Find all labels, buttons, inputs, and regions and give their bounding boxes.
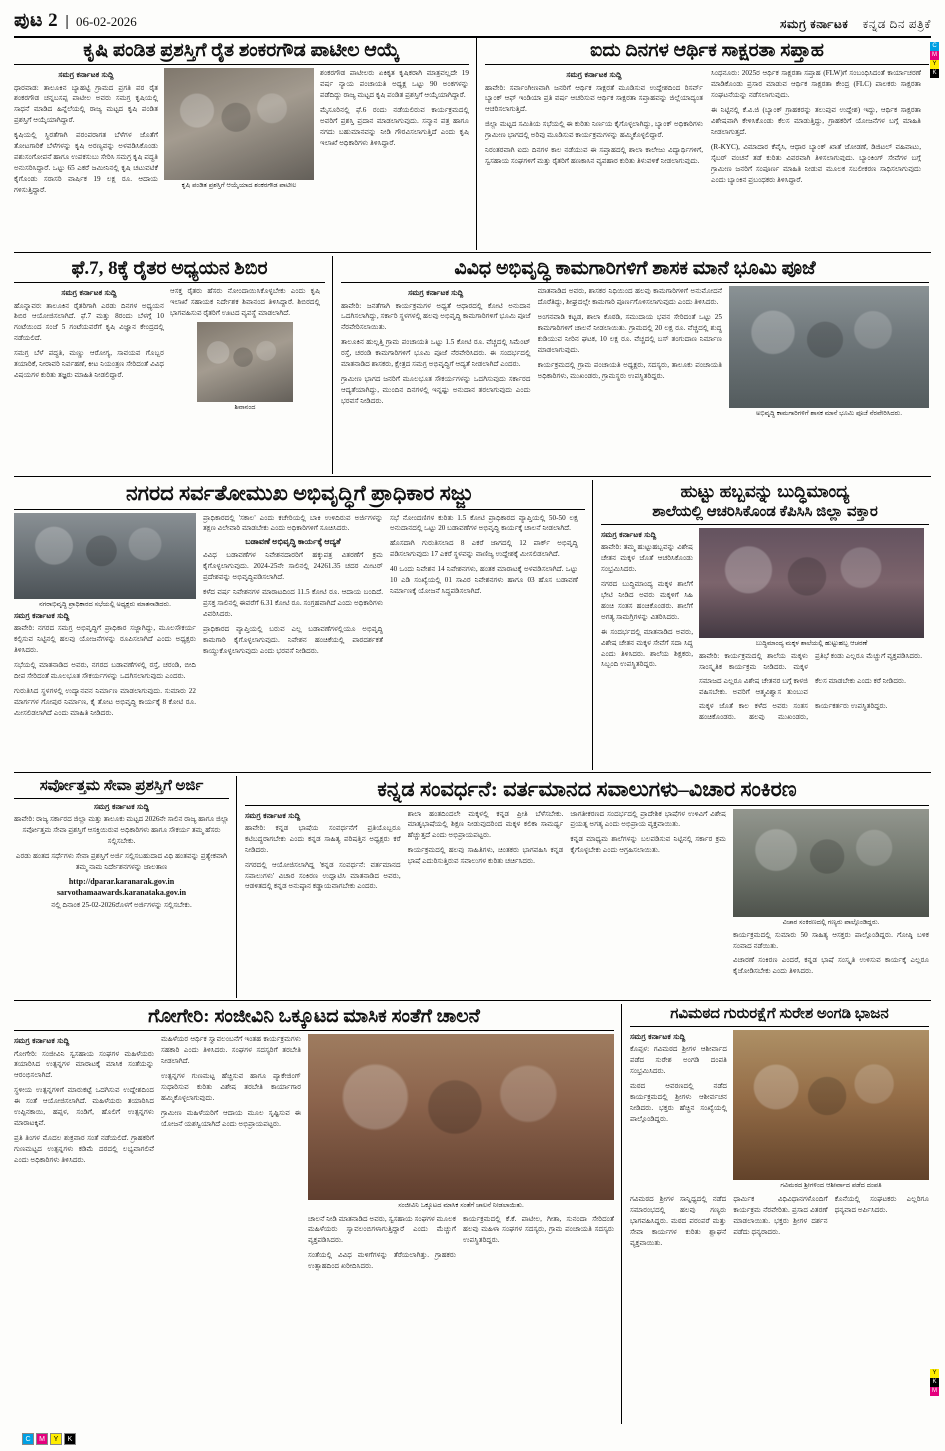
article-paragraph: ಮೈಸೂರಿನಲ್ಲಿ ಫೆ.6 ರಂದು ನಡೆಯಲಿರುವ ಕಾರ್ಯಕ್ರಮದಲ್ಲಿ ಅವರಿಗೆ ಪ್ರಶಸ್ತಿ ಪ್ರದಾನ ಮಾಡಲಾಗುವುದು. ಸನ್ಮಾನ ಪತ್ರ ಹಾಗೂ ನಗದು ಬಹುಮಾನವನ್ನು ನೀಡಿ ಗೌರವಿಸಲಾಗುತ್ತಿದೆ ಎಂದು ಕೃಷಿ ಇಲಾಖೆ ಅಧಿಕಾರಿಗಳು ತಿಳಿಸಿದ್ದಾರೆ. — [320, 106, 469, 147]
article-paragraph: ಹೊನ್ನಾವರ: ತಾಲೂಕಿನ ರೈತರಿಗಾಗಿ ಎರಡು ದಿನಗಳ ಅಧ್ಯಯನ ಶಿಬಿರ ಆಯೋಜಿಸಲಾಗಿದೆ. ಫೆ.7 ಮತ್ತು 8ರಂದು ಬೆಳಗ್ಗೆ 10 ಗಂಟೆಯಿಂದ ಸಂಜೆ 5 ಗಂಟೆಯವರೆಗೆ ಕೃಷಿ ವಿಜ್ಞಾನ ಕೇಂದ್ರದಲ್ಲಿ ನಡೆಯಲಿದೆ. — [14, 301, 164, 343]
photo-caption: ಶಿವಾನಂದ — [234, 404, 256, 412]
article-paragraph: ಕೃಷಿಯಲ್ಲಿ ಸ್ಥಿರತೆಗಾಗಿ ಪರಂಪರಾಗತ ಬೆಳೆಗಳ ಜೊತೆಗೆ ತೋಟಗಾರಿಕೆ ಬೆಳೆಗಳನ್ನು ಕೃಷಿ ಅರಣ್ಯವನ್ನು ಅಳವಡಿಸಿಕೊಂಡು ಪಶುಸಂಗೋಪನೆ ಹಾಗೂ ಉಪಕಸುಬು ಸೇರಿಸಿ ಸಮಗ್ರ ಕೃಷಿ ಪದ್ಧತಿ ಅನುಸರಿಸಿದ್ದಾರೆ. ಒಟ್ಟು 65 ಎಕರೆ ಜಮೀನಿನಲ್ಲಿ ಕೃಷಿ ಚಟುವಟಿಕೆ ಕೈಗೊಂಡು ಸರಾಸರಿ ವಾರ್ಷಿಕ 19 ಲಕ್ಷ ರೂ. ಆದಾಯ ಗಳಿಸುತ್ತಿದ್ದಾರೆ. — [14, 131, 159, 194]
article-paragraph: ಪ್ರಾಧಿಕಾರದಲ್ಲಿ 'ಸಕಾಲ' ಎಂದು ಕಚೇರಿಯಲ್ಲಿ ಬಾಕಿ ಉಳಿದಿರುವ ಅರ್ಜಿಗಳನ್ನು ತಕ್ಷಣ ವಿಲೇವಾರಿ ಮಾಡಬೇಕು ಎಂದು ಅಧಿಕಾರಿಗಳಿಗೆ ಸೂಚಿಸಿದರು. — [203, 513, 383, 533]
article-paragraph: ಸಿಂಧನೂರು: 2025ರ ಆರ್ಥಿಕ ಸಾಕ್ಷರತಾ ಸಪ್ತಾಹ (FLW)ಗೆ ಸಂಬಂಧಿಸಿದಂತೆ ಕಾರ್ಯಾಚರಣೆ ಮಾಡಿಕೊಂಡು ಪ್ರಸಾರ ಮಾಡುವ ಆರ್ಥಿಕ ಸಾಕ್ಷರತಾ ಕೇಂದ್ರ (FLC) ಪಾಲಕರು ಸಾಕ್ಷರತಾ ಸಂಘಟನೆಯನ್ನು ನಡೆಸಲಾಗುವುದು. — [711, 69, 921, 100]
article-sanjeevini-santhe — [14, 1004, 621, 1424]
article-paragraph: ಎರಡು ಹಂತದ ಸರ್ಧೆಗಳು ಸೇವಾ ಪ್ರಶಸ್ತಿಗೆ ಅರ್ಜಿ ಸಲ್ಲಿಸಬಹುದಾದ ವಿಧಿ ಹಂತವನ್ನು ಪ್ರತ್ಯೇಕವಾಗಿ ತಮ್ಮ ನಾಮ ನಿರ್ದೇಶನಗಳನ್ನು ಜಾಲತಾಣ — [15, 851, 228, 871]
photo-caption: ಕೃಷಿ ಪಂಡಿತ ಪ್ರಶಸ್ತಿಗೆ ಆಯ್ಕೆಯಾದ ಶಂಕರಗೌಡ ಪಾಟೀಲ — [181, 182, 297, 190]
article-photo — [699, 528, 924, 638]
article-paragraph: 40 ಒಂದು ನಿವೇಶನ 14 ನಿವೇಶನಗಳು, ಹಂತಕ ಮಾರಾಟಕ್ಕೆ ಅಳವಡಿಸಲಾಗಿದೆ. ಒಟ್ಟು 10 ಎಡಿ ಸಂಖ್ಯೆಯಲ್ಲಿ 01 ಸಾವಿರ ನಿವೇಶನಗಳು ಹಾಗೂ 03 ಹೊಸ ಬಡಾವಣೆ ನಿರ್ಮಾಣಕ್ಕೆ ಯೋಜನೆ ಸಿದ್ಧಪಡಿಸಲಾಗಿದೆ. — [390, 565, 578, 596]
article-paragraph: ಜಿಲ್ಲಾ ಮಟ್ಟದ ಸಮಿತಿಯ ಸಭೆಯಲ್ಲಿ ಈ ಕುರಿತು ನಿರ್ಣಯ ಕೈಗೊಳ್ಳಲಾಗಿದ್ದು, ಬ್ಯಾಂಕ್ ಅಧಿಕಾರಿಗಳು ಗ್ರಾಮೀಣ ಭಾಗದಲ್ಲಿ ಅರಿವು ಮೂಡಿಸುವ ಕಾರ್ಯಕ್ರಮಗಳನ್ನು ಹಮ್ಮಿಕೊಳ್ಳಲಿದ್ದಾರೆ. — [485, 120, 703, 140]
article-headline: ಐದು ದಿನಗಳ ಆರ್ಥಿಕ ಸಾಕ್ಷರತಾ ಸಪ್ತಾಹ — [590, 40, 824, 61]
article-photo — [14, 513, 196, 599]
color-bar-y: Y — [50, 1433, 62, 1445]
article-paragraph: ಮಠದ ಆವರಣದಲ್ಲಿ ನಡೆದ ಕಾರ್ಯಕ್ರಮದಲ್ಲಿ ಶ್ರೀಗಳು ಆಶೀರ್ವಚನ ನೀಡಿದರು. ಭಕ್ತರು ಹೆಚ್ಚಿನ ಸಂಖ್ಯೆಯಲ್ಲಿ ಪಾಲ್ಗೊಂಡಿದ್ದರು. — [630, 1081, 727, 1123]
color-bar-m: M — [932, 52, 937, 58]
article-sarvottama-seva — [14, 776, 236, 998]
footer-color-marks — [22, 1433, 76, 1445]
article-paragraph: ಹಾವೇರಿ: ಕನ್ನಡ ಭಾಷೆಯ ಸಂವರ್ಧನೆಗೆ ಪ್ರತಿಯೊಬ್ಬರೂ ಕಟಿಬದ್ಧರಾಗಬೇಕು ಎಂದು ಕನ್ನಡ ಸಾಹಿತ್ಯ ಪರಿಷತ್ತಿನ ಅಧ್ಯಕ್ಷರು ಕರೆ ನೀಡಿದರು. — [245, 823, 401, 854]
article-paragraph: ಗ್ರಾಮೀಣ ಮಹಿಳೆಯರಿಗೆ ಆದಾಯ ಮೂಲ ಸೃಷ್ಟಿಸುವ ಈ ಯೋಜನೆ ಯಶಸ್ವಿಯಾಗಿದೆ ಎಂದು ಅಭಿಪ್ರಾಯಪಟ್ಟರು. — [161, 1108, 301, 1128]
byline: ಸಮಗ್ರ ಕರ್ನಾಟಕ ಸುದ್ದಿ — [630, 1031, 686, 1041]
article-paragraph: ಶಾಲಾ ಹಂತದಿಂದಲೇ ಮಕ್ಕಳಲ್ಲಿ ಕನ್ನಡ ಪ್ರೀತಿ ಬೆಳೆಸಬೇಕು. ಮಾತೃಭಾಷೆಯಲ್ಲಿ ಶಿಕ್ಷಣ ನೀಡುವುದರಿಂದ ಮಕ್ಕಳ ಕಲಿಕಾ ಸಾಮರ್ಥ್ಯ ಹೆಚ್ಚುತ್ತದೆ ಎಂದು ಅಭಿಪ್ರಾಯಪಟ್ಟರು. — [407, 809, 564, 840]
masthead-right — [780, 17, 931, 32]
color-bar-c: C — [22, 1433, 34, 1445]
byline: ಸಮಗ್ರ ಕರ್ನಾಟಕ ಸುದ್ದಿ — [408, 288, 464, 298]
article-headline: ಗೋಗೇರಿ: ಸಂಜೀವಿನಿ ಒಕ್ಕೂಟದ ಮಾಸಿಕ ಸಂತೆಗೆ ಚಾಲನೆ — [148, 1006, 480, 1027]
article-nagarada-pradhikara — [14, 480, 592, 770]
article-paragraph: ಮಾತನಾಡಿದ ಅವರು, ಶಾಸಕರ ನಿಧಿಯಿಂದ ಹಲವು ಕಾಮಗಾರಿಗಳಿಗೆ ಅನುಮೋದನೆ ದೊರೆತಿದ್ದು, ಶೀಘ್ರದಲ್ಲೇ ಕಾಮಗಾರಿ ಪೂರ್ಣಗೊಳಿಸಲಾಗುವುದು ಎಂದು ತಿಳಿಸಿದರು. — [537, 287, 722, 307]
article-paragraph: ವಿಚಾರಣೆ ಸಂಕಿರಣ ಎಂದರೆ, ಕನ್ನಡ ಭಾಷೆ ಸಂಸ್ಕೃತಿ ಉಳಿಸುವ ಕಾರ್ಯಕ್ಕೆ ಎಲ್ಲರೂ ಕೈಜೋಡಿಸಬೇಕು ಎಂದು ತಿಳಿಸಿದರು. — [733, 955, 930, 975]
color-bar-k: K — [930, 69, 939, 78]
row-four — [14, 776, 931, 998]
article-paragraph: ಹೊಸದಾಗಿ ಗುರುತಿಸಲಾದ 8 ಎಕರೆ ಜಾಗದಲ್ಲಿ 12 ಪಾರ್ಕ್ ಅಭಿವೃದ್ಧಿ ಪಡಿಸಲಾಗುವುದು 17 ಎಕರೆ ಸ್ಥಳವನ್ನು ವಾಣಿಜ್ಯ ಉದ್ದೇಶಕ್ಕೆ ಮೀಸಲಿಡಲಾಗಿದೆ. — [390, 539, 578, 559]
row-three — [14, 480, 931, 770]
article-paragraph: ಶಂಕರಗೌಡ ಪಾಟೀಲರು ಏಕಿಕೃತ ಕೃಷಿಕರಾಗಿ ಮಾತ್ರವಲ್ಲದೇ 19 ವರ್ಷ ನ್ಯಾಯ ಪಂಚಾಯತಿ ಅಧ್ಯಕ್ಷ ಒಟ್ಟು 90 ಅಂಕಗಳನ್ನು ಪಡೆದಿದ್ದು ರಾಜ್ಯ ಮಟ್ಟದ ಕೃಷಿ ಪಂಡಿತ ಪ್ರಶಸ್ತಿಗೆ ಆಯ್ಕೆಯಾಗಿದ್ದಾರೆ. — [320, 69, 469, 100]
article-paragraph: ಸಂತೆಯಲ್ಲಿ ವಿವಿಧ ಮಳಿಗೆಗಳನ್ನು ತೆರೆಯಲಾಗಿತ್ತು. ಗ್ರಾಹಕರು ಉತ್ಸಾಹದಿಂದ ಖರೀದಿಸಿದರು. — [308, 1251, 456, 1271]
article-photo — [733, 1030, 929, 1180]
row-lead — [14, 38, 937, 250]
article-paragraph: ಹಾವೇರಿ: ಜನತೆಗಾಗಿ ಕಾರ್ಯಕ್ರಮಗಳ ಅಧ್ಯತೆ ಆಧಾರದಲ್ಲಿ ಕೋಟಿ ಅನುದಾನ ಒದಗಿಸಲಾಗಿದ್ದು, ಸರ್ಕಾರಿ ಸ್ಥಳಗಳಲ್ಲಿ ಹಲವು ಅಭಿವೃದ್ಧಿ ಕಾಮಗಾರಿಗಳಿಗೆ ಭೂಮಿ ಪೂಜೆ ನೆರವೇರಿಸಲಾಯಿತು. — [341, 301, 531, 332]
article-paragraph: (R-KYC), ವಿಮಾದಾರ ಕೆವೈಸಿ, ಆಧಾರ ಬ್ಯಾಂಕ್ ಖಾತೆ ಜೋಡಣೆ, ಡಿಜಿಟಲ್ ವಹಿವಾಟು, ಸೈಬರ್ ವಂಚನೆ ತಡೆ ಕುರಿತು ವಿವರವಾಗಿ ತಿಳಿಸಲಾಗುವುದು. ಬ್ಯಾಂಕಿಂಗ್ ಸೇವೆಗಳ ಬಗ್ಗೆ ಗ್ರಾಮೀಣ ಜನರಿಗೆ ಸಂಪೂರ್ಣ ಮಾಹಿತಿ ನೀಡುವ ಮೂಲಕ ಸಬಲೀಕರಣ ಸಾಧಿಸಲಾಗುವುದು ಎಂದು ಬ್ಯಾಂಕಿನ ಪ್ರಬಂಧಕರು ತಿಳಿಸಿದ್ದಾರೆ. — [711, 142, 921, 184]
article-paragraph: ಮಕ್ಕಳ ಜೊತೆ ಕಾಲ ಕಳೆದ ಅವರು ಸಂತಸ ಹಂಚಿಕೊಂಡರು. ಹಲವು ಮುಖಂಡರು, ಕಾರ್ಯಕರ್ತರು ಉಪಸ್ಥಿತರಿದ್ದರು. — [699, 701, 888, 721]
article-headline: ಫೆ.7, 8ಕ್ಕೆ ರೈತರ ಅಧ್ಯಯನ ಶಿಬಿರ — [71, 258, 268, 279]
photo-caption: ವಿಚಾರ ಸಂಕಿರಣದಲ್ಲಿ ಗಣ್ಯರು ಪಾಲ್ಗೊಂಡಿದ್ದರು. — [782, 918, 880, 926]
article-krishi-pandita — [14, 38, 476, 250]
color-registration-marks-right — [930, 1369, 939, 1396]
article-photo — [197, 322, 293, 402]
color-bar-y: Y — [930, 60, 939, 69]
article-paragraph: ಹಾವೇರಿ: ತಮ್ಮ ಹುಟ್ಟುಹಬ್ಬವನ್ನು ವಿಶೇಷ ಚೇತನ ಮಕ್ಕಳ ಜೊತೆ ಆಚರಿಸಿಕೊಂಡು ಸಂಭ್ರಮಿಸಿದರು. — [601, 543, 693, 573]
article-photo — [729, 286, 929, 408]
byline: ಸಮಗ್ರ ಕರ್ನಾಟಕ ಸುದ್ದಿ — [93, 801, 150, 811]
article-photo — [733, 809, 929, 917]
article-bhoomi-puja — [332, 256, 929, 474]
article-paragraph: ಕೊಪ್ಪಳ: ಗವಿಮಠದ ಶ್ರೀಗಳ ಆಶೀರ್ವಾದ ಪಡೆದ ಸುರೇಶ ಅಂಗಡಿ ದಂಪತಿ ಸಂಭ್ರಮಿಸಿದರು. — [630, 1045, 727, 1075]
article-paragraph: ಧಾರ್ಮಿಕ ವಿಧಿವಿಧಾನಗಳೊಂದಿಗೆ ಕಾರ್ಯಕ್ರಮ ನೆರವೇರಿತು. ಪ್ರಸಾದ ವಿತರಣೆ ಮಾಡಲಾಯಿತು. ಭಕ್ತರು ಶ್ರೀಗಳ ದರ್ಶನ ಪಡೆದು ಧನ್ಯರಾದರು. — [733, 1195, 828, 1236]
article-photo — [308, 1034, 614, 1200]
photo-caption: ಬುದ್ಧಿಮಾಂದ್ಯ ಮಕ್ಕಳ ಶಾಲೆಯಲ್ಲಿ ಹುಟ್ಟುಹಬ್ಬ ಆಚರಣೆ — [755, 639, 868, 647]
article-headline: ಸರ್ವೋತ್ತಮ ಸೇವಾ ಪ್ರಶಸ್ತಿಗೆ ಅರ್ಜಿ — [39, 778, 204, 794]
color-bar-c: C — [930, 42, 939, 51]
color-bar-m: M — [932, 1388, 937, 1394]
article-kpcc-buddhimandya — [592, 480, 929, 770]
article-paragraph: ಅಂಗನವಾಡಿ ಕಟ್ಟಡ, ಶಾಲಾ ಕೊಠಡಿ, ಸಮುದಾಯ ಭವನ ಸೇರಿದಂತೆ ಒಟ್ಟು 25 ಕಾಮಗಾರಿಗಳಿಗೆ ಚಾಲನೆ ನೀಡಲಾಯಿತು. ಗ್ರಾಮದಲ್ಲಿ 20 ಲಕ್ಷ ರೂ. ವೆಚ್ಚದಲ್ಲಿ ಶುದ್ಧ ಕುಡಿಯುವ ನೀರಿನ ಘಟಕ, 10 ಲಕ್ಷ ರೂ. ವೆಚ್ಚದಲ್ಲಿ ಬಸ್ ತಂಗುದಾಣ ನಿರ್ಮಾಣ ಮಾಡಲಾಗುವುದು. — [537, 313, 722, 354]
row-two — [14, 256, 931, 474]
publication-tagline: ಕನ್ನಡ ದಿನ ಪತ್ರಿಕೆ — [862, 17, 931, 31]
article-paragraph: ಹಾವೇರಿ: ನಗರದ ಸಮಗ್ರ ಅಭಿವೃದ್ಧಿಗೆ ಪ್ರಾಧಿಕಾರ ಸಜ್ಜಾಗಿದ್ದು, ಮೂಲಸೌಕರ್ಯ ಕಲ್ಪಿಸುವ ನಿಟ್ಟಿನಲ್ಲಿ ಹಲವು ಯೋಜನೆಗಳನ್ನು ರೂಪಿಸಲಾಗಿದೆ ಎಂದು ಅಧ್ಯಕ್ಷರು ತಿಳಿಸಿದರು. — [14, 624, 196, 654]
article-headline-line2: ಶಾಲೆಯಲ್ಲಿ ಆಚರಿಸಿಕೊಂಡ ಕೆಪಿಸಿಸಿ ಜಿಲ್ಲಾ ವಕ್ತಾರ — [652, 504, 878, 521]
article-paragraph: ನಿರಂತರವಾಗಿ ಐದು ದಿನಗಳ ಕಾಲ ನಡೆಯುವ ಈ ಸಪ್ತಾಹದಲ್ಲಿ ಶಾಲಾ ಕಾಲೇಜು ವಿದ್ಯಾರ್ಥಿಗಳಿಗೆ, ಸ್ವಸಹಾಯ ಸಂಘಗಳಿಗೆ ಮತ್ತು ರೈತರಿಗೆ ಹಣಕಾಸಿನ ವ್ಯವಹಾರ ಕುರಿತು ತಿಳುವಳಿಕೆ ನೀಡಲಾಗುವುದು. — [485, 146, 703, 166]
article-financial-literacy — [476, 38, 937, 250]
article-paragraph: ಕಾರ್ಯಕ್ರಮದಲ್ಲಿ ಸುಮಾರು 50 ಸಾಹಿತ್ಯ ಆಸಕ್ತರು ಪಾಲ್ಗೊಂಡಿದ್ದರು. ಗೋಷ್ಠಿ ಬಳಿಕ ಸಂವಾದ ನಡೆಯಿತು. — [733, 930, 930, 950]
row-five — [14, 1004, 937, 1424]
article-paragraph: ಸಭೆಯಲ್ಲಿ ಮಾತನಾಡಿದ ಅವರು, ನಗರದ ಬಡಾವಣೆಗಳಲ್ಲಿ ರಸ್ತೆ, ಚರಂಡಿ, ಬೀದಿ ದೀಪ ಸೇರಿದಂತೆ ಮೂಲಭೂತ ಸೌಕರ್ಯಗಳನ್ನು ಒದಗಿಸಲಾಗುವುದು ಎಂದರು. — [14, 660, 196, 680]
article-paragraph: ಧಾರವಾಡ: ತಾಲೂಕಿನ ಬ್ಯಾಹಟ್ಟಿ ಗ್ರಾಮದ ಪ್ರಗತಿ ಪರ ರೈತ ಶಂಕರಗೌಡ ಚನ್ನಬಸಪ್ಪ ಪಾಟೀಲ ಅವರು ಸಮಗ್ರ ಕೃಷಿಯಲ್ಲಿ ಸಾಧನೆ ಮಾಡಿದ ಹಿನ್ನೆಲೆಯಲ್ಲಿ ರಾಜ್ಯ ಮಟ್ಟದ ಕೃಷಿ ಪಂಡಿತ ಪ್ರಶಸ್ತಿಗೆ ಆಯ್ಕೆಯಾಗಿದ್ದಾರೆ. — [14, 83, 159, 125]
byline: ಸಮಗ್ರ ಕರ್ನಾಟಕ ಸುದ್ದಿ — [14, 610, 70, 620]
article-paragraph: ಜಾಗತೀಕರಣದ ಸಂದರ್ಭದಲ್ಲಿ ಪ್ರಾದೇಶಿಕ ಭಾಷೆಗಳ ಉಳಿವಿಗೆ ವಿಶೇಷ ಪ್ರಯತ್ನ ಅಗತ್ಯ ಎಂದು ಅಭಿಪ್ರಾಯ ವ್ಯಕ್ತವಾಯಿತು. — [570, 809, 727, 829]
article-paragraph: ಸ್ಥಳೀಯ ಉತ್ಪನ್ನಗಳಿಗೆ ಮಾರುಕಟ್ಟೆ ಒದಗಿಸುವ ಉದ್ದೇಶದಿಂದ ಈ ಸಂತೆ ಆಯೋಜಿಸಲಾಗಿದೆ. ಮಹಿಳೆಯರು ತಯಾರಿಸಿದ ಉಪ್ಪಿನಕಾಯಿ, ಹಪ್ಪಳ, ಸಂಡಿಗೆ, ಹೊಲಿಗೆ ಉತ್ಪನ್ನಗಳು ಮಾರಾಟಕ್ಕಿವೆ. — [14, 1086, 154, 1128]
article-paragraph: ಮಹಿಳೆಯರ ಆರ್ಥಿಕ ಸ್ವಾವಲಂಬನೆಗೆ ಇಂತಹ ಕಾರ್ಯಕ್ರಮಗಳು ಸಹಕಾರಿ ಎಂದು ತಿಳಿಸಿದರು. ಸಂಘಗಳ ಸದಸ್ಯರಿಗೆ ತರಬೇತಿ ನೀಡಲಾಗಿದೆ. — [161, 1035, 301, 1066]
article-subhead: ಬಡಾವಣೆ ಅಭಿವೃದ್ಧಿ ಕಾರ್ಯಕ್ಕೆ ಆದ್ಯತೆ — [245, 537, 341, 547]
article-kannada-samvardhane — [236, 776, 929, 998]
article-paragraph: ಆಸಕ್ತ ರೈತರು ಹೆಸರು ನೋಂದಾಯಿಸಿಕೊಳ್ಳಬೇಕು ಎಂದು ಕೃಷಿ ಇಲಾಖೆ ಸಹಾಯಕ ನಿರ್ದೇಶಕ ಶಿವಾನಂದ ತಿಳಿಸಿದ್ದಾರೆ. ಶಿಬಿರದಲ್ಲಿ ಭಾಗವಹಿಸುವ ರೈತರಿಗೆ ಊಟದ ವ್ಯವಸ್ಥೆ ಮಾಡಲಾಗಿದೆ. — [170, 287, 320, 318]
article-paragraph: ತಾಲೂಕಿನ ಹುಲ್ಲತ್ತಿ ಗ್ರಾಮ ಪಂಚಾಯತಿ ಒಟ್ಟು 1.5 ಕೋಟಿ ರೂ. ವೆಚ್ಚದಲ್ಲಿ ಸಿಮೆಂಟ್ ರಸ್ತೆ, ಚರಂಡಿ ಕಾಮಗಾರಿಗಳಿಗೆ ಭೂಮಿ ಪೂಜೆ ನೆರವೇರಿಸಿದರು. ಈ ಸಂದರ್ಭದಲ್ಲಿ ಮಾತನಾಡಿದ ಶಾಸಕರು, ಕ್ಷೇತ್ರದ ಸಮಗ್ರ ಅಭಿವೃದ್ಧಿಗೆ ಆದ್ಯತೆ ನೀಡಲಾಗಿದೆ ಎಂದರು. — [341, 338, 531, 369]
article-paragraph: ನಗರದ ಬುದ್ಧಿಮಾಂದ್ಯ ಮಕ್ಕಳ ಶಾಲೆಗೆ ಭೇಟಿ ನೀಡಿದ ಅವರು ಮಕ್ಕಳಿಗೆ ಸಿಹಿ ಹಂಚಿ ಸಂತಸ ಹಂಚಿಕೊಂಡರು. ಶಾಲೆಗೆ ಅಗತ್ಯ ಸಾಮಗ್ರಿಗಳನ್ನು ವಿತರಿಸಿದರು. — [601, 579, 693, 621]
photo-caption: ಗವಿಮಠದ ಶ್ರೀಗಳಿಂದ ಆಶೀರ್ವಾದ ಪಡೆದ ದಂಪತಿ — [780, 1181, 882, 1189]
photo-caption: ಸಂಜೀವಿನಿ ಒಕ್ಕೂಟದ ಮಾಸಿಕ ಸಂತೆಗೆ ಚಾಲನೆ ನೀಡಲಾಯಿತು. — [398, 1202, 524, 1210]
photo-caption: ನಗರಾಭಿವೃದ್ಧಿ ಪ್ರಾಧಿಕಾರದ ಸಭೆಯಲ್ಲಿ ಅಧ್ಯಕ್ಷರು ಮಾತನಾಡಿದರು. — [39, 600, 171, 608]
article-gururakshe — [621, 1004, 937, 1424]
article-paragraph: ಹಾವೇರಿ: ಸರ್ವಾಂಗೀಣವಾಗಿ ಜನರಿಗೆ ಆರ್ಥಿಕ ಸಾಕ್ಷರತೆ ಮೂಡಿಸುವ ಉದ್ದೇಶದಿಂದ ರಿಸರ್ವ್ ಬ್ಯಾಂಕ್ ಆಫ್ ಇಂಡಿಯಾ ಪ್ರತಿ ವರ್ಷ ಆಚರಿಸುವ ಆರ್ಥಿಕ ಸಾಕ್ಷರತಾ ಸಪ್ತಾಹವನ್ನು ಜಿಲ್ಲೆಯಾದ್ಯಂತ ಆಚರಿಸಲಾಗುತ್ತಿದೆ. — [485, 83, 703, 114]
article-paragraph: ಸಮಗ್ರ ಬೆಳೆ ಪದ್ಧತಿ, ಮಣ್ಣು ಆರೋಗ್ಯ, ಸಾವಯವ ಗೊಬ್ಬರ ತಯಾರಿಕೆ, ನೀರಾವರಿ ನಿರ್ವಹಣೆ, ಕೀಟ ನಿಯಂತ್ರಣ ಸೇರಿದಂತೆ ವಿವಿಧ ವಿಷಯಗಳ ಕುರಿತು ತಜ್ಞರು ಮಾಹಿತಿ ನೀಡಲಿದ್ದಾರೆ. — [14, 349, 164, 380]
article-paragraph: ಸಭೆ ನೋಂದಣಿಗಳ ಕುರಿತು 1.5 ಕೋಟಿ ಪ್ರಾಧಿಕಾರದ ವ್ಯಾಪ್ತಿಯಲ್ಲಿ 50-50 ಲಕ್ಷ ಅನುದಾನದಲ್ಲಿ ಒಟ್ಟು 20 ಬಡಾವಣೆಗಳ ಅಭಿವೃದ್ಧಿ ಕಾರ್ಯಕ್ಕೆ ಚಾಲನೆ ನೀಡಲಾಗಿದೆ. — [390, 513, 578, 533]
byline: ಸಮಗ್ರ ಕರ್ನಾಟಕ ಸುದ್ದಿ — [61, 288, 117, 298]
color-bar-y: Y — [930, 1369, 939, 1378]
application-deadline: ನಲ್ಲಿ ದಿನಾಂಕ 25-02-2026ರೊಳಗೆ ಅರ್ಜಿಗಳನ್ನು ಸಲ್ಲಿಸಬೇಕು. — [51, 901, 192, 910]
article-headline: ಕನ್ನಡ ಸಂವರ್ಧನೆ: ವರ್ತಮಾನದ ಸವಾಲುಗಳು–ವಿಚಾರ ಸಂಕಿರಣ — [377, 777, 797, 801]
article-paragraph: ಕಾರ್ಯಕ್ರಮದಲ್ಲಿ ಹಲವು ಸಾಹಿತಿಗಳು, ಚಿಂತಕರು ಭಾಗವಹಿಸಿ ಕನ್ನಡ ಭಾಷೆ ಎದುರಿಸುತ್ತಿರುವ ಸವಾಲುಗಳ ಕುರಿತು ಚರ್ಚಿಸಿದರು. — [407, 846, 564, 866]
article-paragraph: ಕಾರ್ಯಕ್ರಮದಲ್ಲಿ ಗ್ರಾಮ ಪಂಚಾಯತಿ ಅಧ್ಯಕ್ಷರು, ಸದಸ್ಯರು, ತಾಲೂಕು ಪಂಚಾಯತಿ ಅಧಿಕಾರಿಗಳು, ಮುಖಂಡರು, ಗ್ರಾಮಸ್ಥರು ಉಪಸ್ಥಿತರಿದ್ದರು. — [537, 360, 722, 380]
article-paragraph: ಸಮಾಜದ ಎಲ್ಲರೂ ವಿಶೇಷ ಚೇತನರ ಬಗ್ಗೆ ಕಾಳಜಿ ವಹಿಸಬೇಕು. ಅವರಿಗೆ ಆತ್ಮವಿಶ್ವಾಸ ತುಂಬುವ ಕೆಲಸ ಮಾಡಬೇಕು ಎಂದು ಕರೆ ನೀಡಿದರು. — [699, 676, 906, 696]
article-paragraph: ಕಾರ್ಯಕ್ರಮದಲ್ಲಿ ಕೆ.ಕೆ. ಪಾಟೀಲ, ಗೀತಾ, ಸುನಂದಾ ಸೇರಿದಂತೆ ಹಲವು ಮಹಿಳಾ ಸಂಘಗಳ ಸದಸ್ಯರು, ಗ್ರಾಮ ಪಂಚಾಯತಿ ಸದಸ್ಯರು ಉಪಸ್ಥಿತರಿದ್ದರು. — [463, 1214, 614, 1245]
application-link-secondary[interactable]: sarvothamaawards.karanataka.gov.in — [56, 887, 187, 897]
article-paragraph: ಕೊನೆಯಲ್ಲಿ ಸಂಘಟಕರು ಎಲ್ಲರಿಗೂ ಧನ್ಯವಾದ ಅರ್ಪಿಸಿದರು. — [834, 1195, 929, 1214]
article-paragraph: ಈ ನಿಟ್ಟಿನಲ್ಲಿ ಕೆ.ವಿ.ಜಿ (ಬ್ಯಾಂಕ್ ಗ್ರಾಹಕರನ್ನು ತಲುಪುವ ಉದ್ದೇಶ) ಇದ್ದು, ಆರ್ಥಿಕ ಸಾಕ್ಷರತಾ ವಿಶೇಷವಾಗಿ ಕೇಳಿಸಿಕೊಂಡು ಕೆಲಸ ಮಾಡುತ್ತಿದ್ದು, ಗ್ರಾಹಕರಿಗೆ ಯೋಜನೆಗಳ ಬಗ್ಗೆ ಮಾಹಿತಿ ನೀಡಲಾಗುತ್ತದೆ. — [711, 106, 921, 136]
article-paragraph: ಹಾವೇರಿ: ಕಾರ್ಯಕ್ರಮದಲ್ಲಿ ಶಾಲೆಯ ಮಕ್ಕಳು ಸಾಂಸ್ಕೃತಿಕ ಕಾರ್ಯಕ್ರಮ ನೀಡಿದರು. ಮಕ್ಕಳ ಪ್ರತಿಭೆ ಕಂಡು ಎಲ್ಲರೂ ಮೆಚ್ಚುಗೆ ವ್ಯಕ್ತಪಡಿಸಿದರು. — [699, 652, 923, 671]
byline: ಸಮಗ್ರ ಕರ್ನಾಟಕ ಸುದ್ದಿ — [566, 70, 622, 80]
color-bar-m: M — [36, 1433, 48, 1445]
article-paragraph: ಪ್ರತಿ ತಿಂಗಳ ಮೊದಲ ಶುಕ್ರವಾರ ಸಂತೆ ನಡೆಯಲಿದೆ. ಗ್ರಾಹಕರಿಗೆ ಗುಣಮಟ್ಟದ ಉತ್ಪನ್ನಗಳು ಕಡಿಮೆ ದರದಲ್ಲಿ ಲಭ್ಯವಾಗಲಿವೆ ಎಂದು ಅಧಿಕಾರಿಗಳು ತಿಳಿಸಿದರು. — [14, 1134, 154, 1164]
article-paragraph: ಕಳೆದ ವರ್ಷ ನಿವೇಶನಗಳ ಮಾರಾಟದಿಂದ 11.5 ಕೋಟಿ ರೂ. ಆದಾಯ ಬಂದಿದೆ. ಪ್ರಸಕ್ತ ಸಾಲಿನಲ್ಲಿ ಈವರೆಗೆ 6.31 ಕೋಟಿ ರೂ. ಸಂಗ್ರಹವಾಗಿದೆ ಎಂದು ಅಧಿಕಾರಿಗಳು ವಿವರಿಸಿದರು. — [203, 588, 383, 619]
color-registration-marks — [930, 42, 939, 78]
application-link-primary[interactable]: http://dparar.karanarak.gov.in — [68, 876, 175, 886]
article-paragraph: ನಗರದಲ್ಲಿ ಆಯೋಜಿಸಲಾಗಿದ್ದ 'ಕನ್ನಡ ಸಂವರ್ಧನೆ: ವರ್ತಮಾನದ ಸವಾಲುಗಳು' ವಿಚಾರ ಸಂಕಿರಣ ಉದ್ಘಾಟಿಸಿ ಮಾತನಾಡಿದ ಅವರು, ಆಡಳಿತದಲ್ಲಿ ಕನ್ನಡ ಅನುಷ್ಠಾನ ಕಡ್ಡಾಯವಾಗಬೇಕು ಎಂದರು. — [245, 860, 401, 891]
article-paragraph: ಈ ಸಂದರ್ಭದಲ್ಲಿ ಮಾತನಾಡಿದ ಅವರು, ವಿಶೇಷ ಚೇತನ ಮಕ್ಕಳ ಸೇವೆಗೆ ಸದಾ ಸಿದ್ಧ ಎಂದು ತಿಳಿಸಿದರು. ಶಾಲೆಯ ಶಿಕ್ಷಕರು, ಸಿಬ್ಬಂದಿ ಉಪಸ್ಥಿತರಿದ್ದರು. — [601, 627, 693, 669]
article-headline: ನಗರದ ಸರ್ವತೋಮುಖ ಅಭಿವೃದ್ಧಿಗೆ ಪ್ರಾಧಿಕಾರ ಸಜ್ಜು — [126, 481, 473, 505]
byline: ಸಮಗ್ರ ಕರ್ನಾಟಕ ಸುದ್ದಿ — [601, 529, 657, 539]
article-paragraph: ಗೋಗೇರಿ: ಸಂಜೀವಿನಿ ಸ್ವಸಹಾಯ ಸಂಘಗಳ ಮಹಿಳೆಯರು ತಯಾರಿಸಿದ ಉತ್ಪನ್ನಗಳ ಮಾರಾಟಕ್ಕೆ ಮಾಸಿಕ ಸಂತೆಯನ್ನು ಆರಂಭಿಸಲಾಗಿದೆ. — [14, 1049, 154, 1080]
article-headline-line1: ಹುಟ್ಟು ಹಬ್ಬವನ್ನು ಬುದ್ಧಿಮಾಂದ್ಯ — [680, 482, 850, 501]
byline: ಸಮಗ್ರ ಕರ್ನಾಟಕ ಸುದ್ದಿ — [14, 1036, 70, 1046]
publication-date: 06-02-2026 — [76, 14, 137, 29]
page-title: ಕೃಷಿ ಪಂಡಿತ ಪ್ರಶಸ್ತಿಗೆ ರೈತ ಶಂಕರಗೌಡ ಪಾಟೀಲ ಆಯ್ಕೆ — [83, 40, 400, 61]
page-number: ಪುಟ 2 — [14, 10, 59, 31]
photo-caption: ಅಭಿವೃದ್ಧಿ ಕಾಮಗಾರಿಗಳಿಗೆ ಶಾಸಕ ಮಾನೆ ಭೂಮಿ ಪೂಜೆ ನೆರವೇರಿಸಿದರು. — [755, 410, 903, 418]
article-paragraph: ಚಾಲನೆ ನೀಡಿ ಮಾತನಾಡಿದ ಅವರು, ಸ್ವಸಹಾಯ ಸಂಘಗಳ ಮೂಲಕ ಮಹಿಳೆಯರು ಸ್ವಾವಲಂಬಿಗಳಾಗುತ್ತಿದ್ದಾರೆ ಎಂದು ಮೆಚ್ಚುಗೆ ವ್ಯಕ್ತಪಡಿಸಿದರು. — [308, 1214, 456, 1245]
masthead-left — [14, 10, 137, 32]
masthead-separator: | — [65, 13, 70, 30]
color-bar-k: K — [930, 1378, 939, 1387]
article-paragraph: ಗುರುತಿಸಿದ ಸ್ಥಳಗಳಲ್ಲಿ ಉದ್ಯಾನವನ ನಿರ್ಮಾಣ ಮಾಡಲಾಗುವುದು. ಸುಮಾರು 22 ಮಾರ್ಗಗಳ ಗೋಪುರ ನಿರ್ಮಾಣ, ಕೈ ತೋಟ ಅಭಿವೃದ್ಧಿ ಕಾರ್ಯಕ್ಕೆ 8 ಕೋಟಿ ರೂ. ಮೀಸಲಿಡಲಾಗಿದೆ ಎಂದು ಮಾಹಿತಿ ನೀಡಿದರು. — [14, 686, 196, 717]
color-bar-k: K — [64, 1433, 76, 1445]
article-paragraph: ಗವಿಮಠದ ಶ್ರೀಗಳ ಸಾನ್ನಿಧ್ಯದಲ್ಲಿ ನಡೆದ ಸಮಾರಂಭದಲ್ಲಿ ಹಲವು ಗಣ್ಯರು ಭಾಗವಹಿಸಿದ್ದರು. ಮಠದ ಪರಂಪರೆ ಮತ್ತು ಸೇವಾ ಕಾರ್ಯಗಳ ಕುರಿತು ಶ್ಲಾಘನೆ ವ್ಯಕ್ತವಾಯಿತು. — [630, 1195, 727, 1247]
article-paragraph: ಗ್ರಾಮೀಣ ಭಾಗದ ಜನರಿಗೆ ಮೂಲಭೂತ ಸೌಕರ್ಯಗಳನ್ನು ಒದಗಿಸುವುದು ಸರ್ಕಾರದ ಆದ್ಯತೆಯಾಗಿದ್ದು, ಮುಂದಿನ ದಿನಗಳಲ್ಲಿ ಇನ್ನಷ್ಟು ಅನುದಾನ ತರಲಾಗುವುದು ಎಂದು ಭರವಸೆ ನೀಡಿದರು. — [341, 375, 531, 406]
article-paragraph: ಉತ್ಪನ್ನಗಳ ಗುಣಮಟ್ಟ ಹೆಚ್ಚಿಸುವ ಹಾಗೂ ಪ್ಯಾಕೇಜಿಂಗ್ ಸುಧಾರಿಸುವ ಕುರಿತು ವಿಶೇಷ ತರಬೇತಿ ಕಾರ್ಯಾಗಾರ ಹಮ್ಮಿಕೊಳ್ಳಲಾಗುವುದು. — [161, 1072, 301, 1102]
article-paragraph: ವಿವಿಧ ಬಡಾವಣೆಗಳ ನಿವೇಶನದಾರರಿಗೆ ಹಕ್ಕುಪತ್ರ ವಿತರಣೆಗೆ ಕ್ರಮ ಕೈಗೊಳ್ಳಲಾಗುವುದು. 2024-25ನೇ ಸಾಲಿನಲ್ಲಿ 24261.35 ಚದರ ಮೀಟರ್ ಪ್ರದೇಶವನ್ನು ಅಭಿವೃದ್ಧಿಪಡಿಸಲಾಗಿದೆ. — [203, 551, 383, 582]
byline: ಸಮಗ್ರ ಕರ್ನಾಟಕ ಸುದ್ದಿ — [58, 70, 114, 80]
byline: ಸಮಗ್ರ ಕರ್ನಾಟಕ ಸುದ್ದಿ — [245, 810, 301, 820]
article-farmer-training — [14, 256, 332, 474]
masthead — [14, 10, 931, 38]
article-paragraph: ಹಾವೇರಿ: ರಾಜ್ಯ ಸರ್ಕಾರದ ಜಿಲ್ಲಾ ಮತ್ತು ತಾಲೂಕು ಮಟ್ಟದ 2026ನೇ ಸಾಲಿನ ರಾಜ್ಯ ಹಾಗೂ ಜಿಲ್ಲಾ ಸರ್ವೋತ್ತಮ ಸೇವಾ ಪ್ರಶಸ್ತಿಗೆ ಆಸಕ್ತಿಯಿರುವ ಅಧಿಕಾರಿಗಳು ಹಾಗೂ ಸೌಕರ್ಯ ತಮ್ಮ ಹೆಸರು ಸಲ್ಲಿಸಬೇಕು. — [14, 815, 229, 845]
publication-name: ಸಮಗ್ರ ಕರ್ನಾಟಕ — [780, 17, 849, 31]
article-headline: ವಿವಿಧ ಅಭಿವೃದ್ಧಿ ಕಾಮಗಾರಿಗಳಿಗೆ ಶಾಸಕ ಮಾನೆ ಭೂಮಿ ಪೂಜೆ — [454, 258, 816, 279]
article-headline: ಗವಿಮಠದ ಗುರುರಕ್ಷೆಗೆ ಸುರೇಶ ಅಂಗಡಿ ಭಾಜನ — [670, 1006, 889, 1022]
article-photo — [164, 68, 314, 180]
article-paragraph: ಪ್ರಾಧಿಕಾರದ ವ್ಯಾಪ್ತಿಯಲ್ಲಿ ಬರುವ ಎಲ್ಲ ಬಡಾವಣೆಗಳಲ್ಲಿಯೂ ಅಭಿವೃದ್ಧಿ ಕಾಮಗಾರಿ ಕೈಗೊಳ್ಳಲಾಗುವುದು. ನಿವೇಶನ ಹಂಚಿಕೆಯಲ್ಲಿ ಪಾರದರ್ಶಕತೆ ಕಾಯ್ದುಕೊಳ್ಳಲಾಗುವುದು ಎಂದು ಭರವಸೆ ನೀಡಿದರು. — [203, 625, 383, 655]
article-paragraph: ಕನ್ನಡ ಮಾಧ್ಯಮ ಶಾಲೆಗಳನ್ನು ಬಲಪಡಿಸುವ ನಿಟ್ಟಿನಲ್ಲಿ ಸರ್ಕಾರ ಕ್ರಮ ಕೈಗೊಳ್ಳಬೇಕು ಎಂದು ಆಗ್ರಹಿಸಲಾಯಿತು. — [570, 835, 727, 855]
